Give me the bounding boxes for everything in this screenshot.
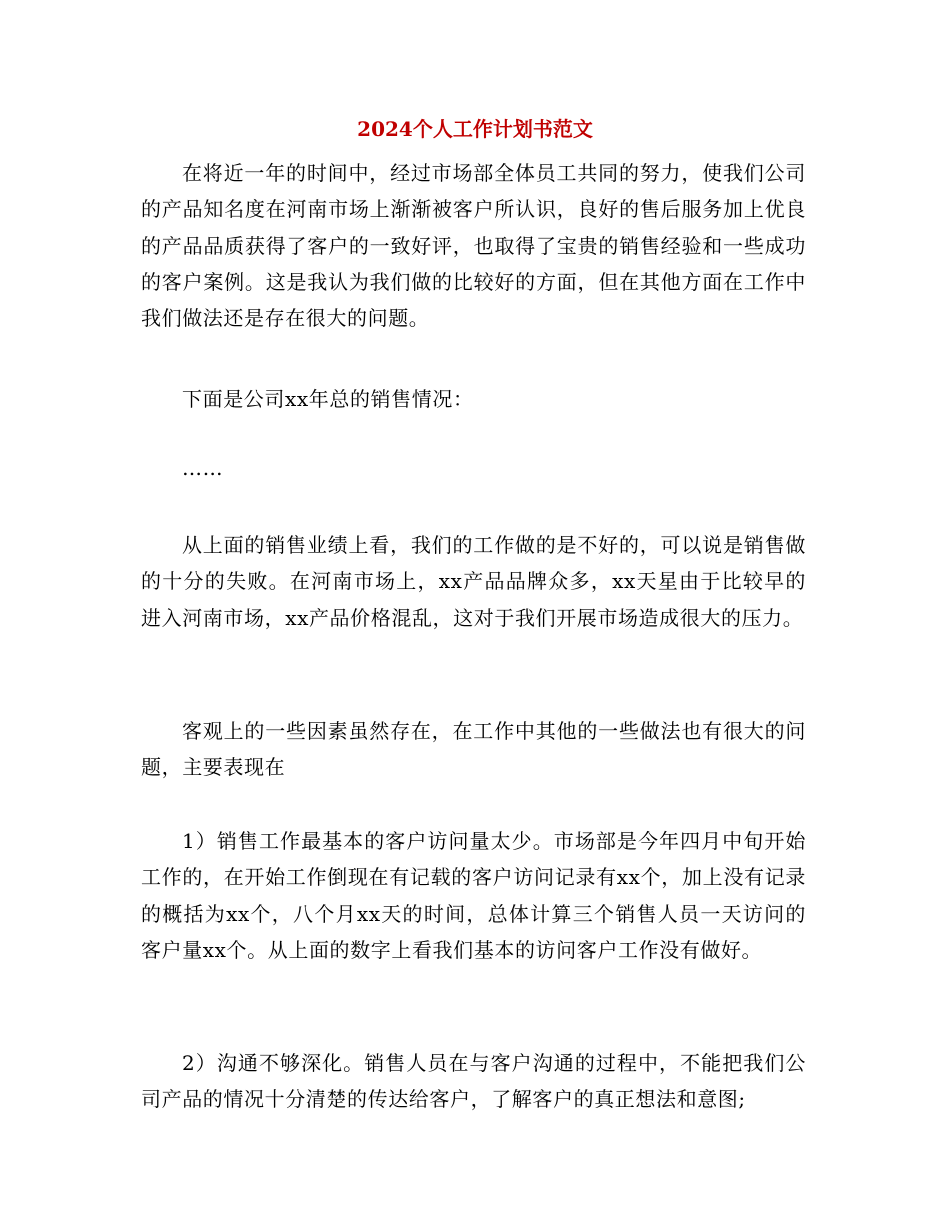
paragraph-intro: 在将近一年的时间中，经过市场部全体员工共同的努力，使我们公司的产品知名度在河南市场上渐渐被客户所认识，良好的售后服务加上优良的产品品质获得了客户的一致好评，也取得了宝贵的销售经验和一些成功的客户案例。这是我认为我们做的比较好的方面，但在其他方面在工作中我们做法还是存在很大的问题。	[141, 161, 806, 331]
paragraph-problem-2: 2）沟通不够深化。销售人员在与客户沟通的过程中，不能把我们公司产品的情况十分清楚的传达给客户，了解客户的真正想法和意图;	[141, 1051, 806, 1112]
paragraph-ellipsis: ……	[182, 456, 224, 480]
paragraph-problems-intro: 客观上的一些因素虽然存在，在工作中其他的一些做法也有很大的问题，主要表现在	[141, 719, 806, 780]
paragraph-sales-analysis: 从上面的销售业绩上看，我们的工作做的是不好的，可以说是销售做的十分的失败。在河南市场上，xx产品品牌众多，xx天星由于比较早的进入河南市场，xx产品价格混乱，这对于我们开展市场造成很大的压力。	[141, 533, 806, 630]
paragraph-sales-summary-heading: 下面是公司xx年总的销售情况：	[182, 387, 474, 411]
document-title: 2024个人工作计划书范文	[357, 117, 593, 141]
paragraph-problem-1: 1）销售工作最基本的客户访问量太少。市场部是今年四月中旬开始工作的，在开始工作倒现在有记载的客户访问记录有xx个，加上没有记录的概括为xx个，八个月xx天的时间，总体计算三个销售人员一天访问的客户量xx个。从上面的数字上看我们基本的访问客户工作没有做好。	[141, 829, 806, 962]
